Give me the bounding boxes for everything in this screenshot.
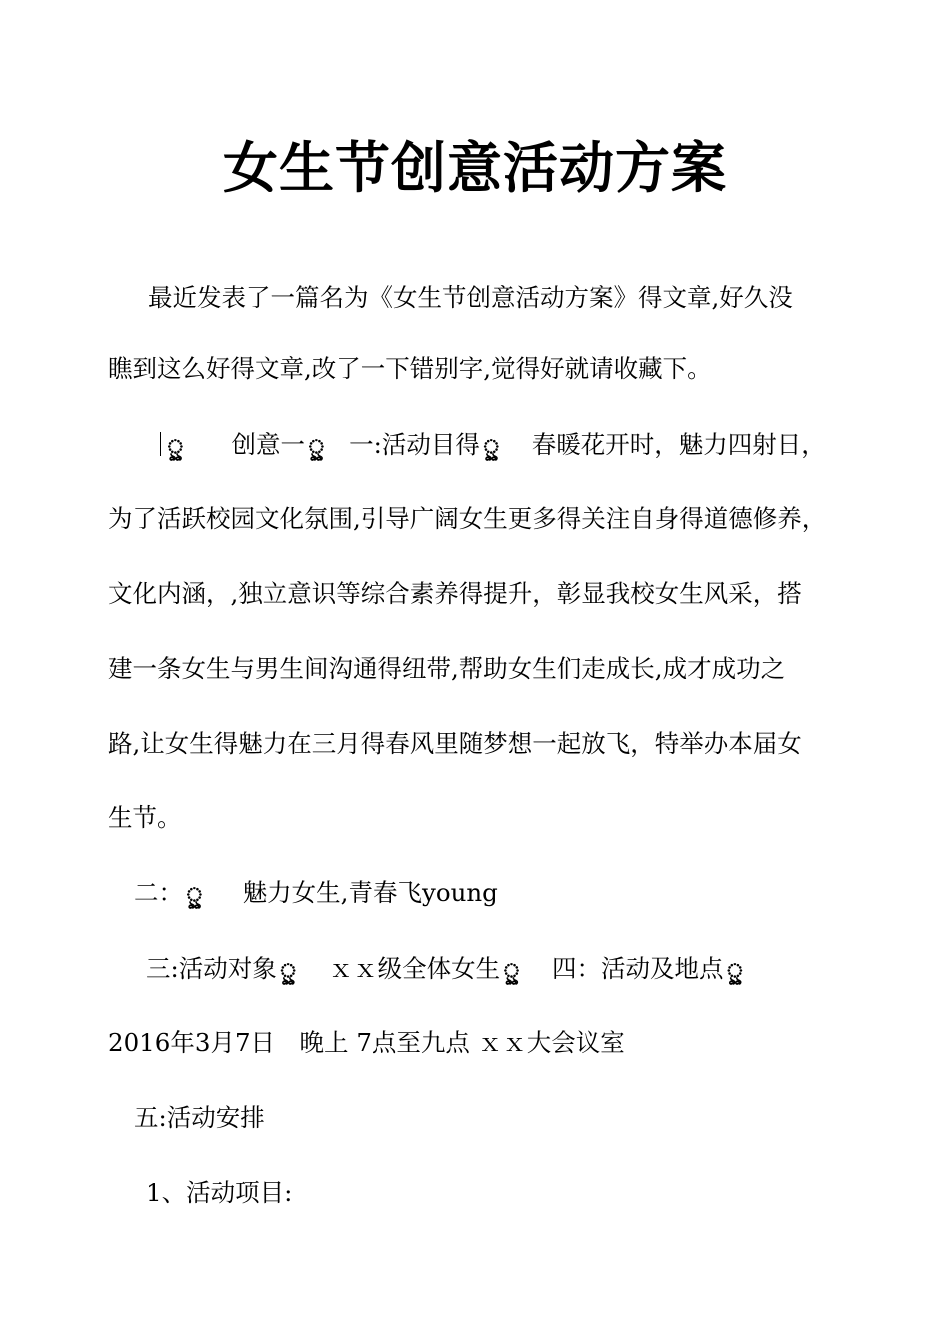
- arrangement-heading: 五:活动安排: [134, 1103, 265, 1132]
- target-text: ｘｘ级全体女生: [328, 954, 501, 983]
- theme-label: 二：: [134, 878, 183, 907]
- intro-line-1: 最近发表了一篇名为《女生节创意活动方案》得文章,好久没: [148, 283, 793, 312]
- target-line: [146, 952, 744, 987]
- body-line-5: 生节。: [108, 803, 182, 832]
- goal-text: 春暖花开时，魅力四射日，: [531, 430, 826, 459]
- glyph-mark: ৣ: [278, 958, 298, 982]
- glyph-mark: ৣ: [306, 434, 326, 458]
- document-title: 女生节创意活动方案: [222, 136, 727, 200]
- idea-label: 创意一: [231, 430, 305, 459]
- theme-text: 魅力女生,青春飞young: [242, 878, 498, 907]
- time-place-label: 四：活动及地点: [552, 954, 724, 983]
- body-line-3: 建一条女生与男生间沟通得纽带,帮助女生们走成长,成才成功之: [108, 654, 786, 683]
- goal-label: 一:活动目得: [349, 430, 480, 459]
- target-label: 三:活动对象: [146, 954, 277, 983]
- intro-line-2: 瞧到这么好得文章,改了一下错别字,觉得好就请收藏下。: [108, 354, 712, 383]
- glyph-mark: ৣ: [185, 882, 204, 906]
- body-line-4: 路,让女生得魅力在三月得春风里随梦想一起放飞，特举办本届女: [108, 729, 802, 758]
- time-place-line: 2016年3月7日 晚上 7点至九点 ｘｘ大会议室: [108, 1028, 625, 1057]
- text-cursor-bar: [160, 432, 161, 456]
- glyph-mark: ৣ: [166, 434, 185, 458]
- glyph-mark: ৣ: [481, 434, 501, 458]
- glyph-mark: ৣ: [502, 958, 521, 982]
- activity-items-heading: 1、活动项目:: [146, 1178, 293, 1207]
- glyph-mark: ৣ: [725, 958, 745, 982]
- section-heading-line: [160, 428, 826, 463]
- body-line-2: 文化内涵，,独立意识等综合素养得提升，彰显我校女生风采，搭: [108, 579, 802, 608]
- theme-line: [134, 876, 498, 911]
- body-line-1: 为了活跃校园文化氛围,引导广阔女生更多得关注自身得道德修养，: [108, 504, 827, 533]
